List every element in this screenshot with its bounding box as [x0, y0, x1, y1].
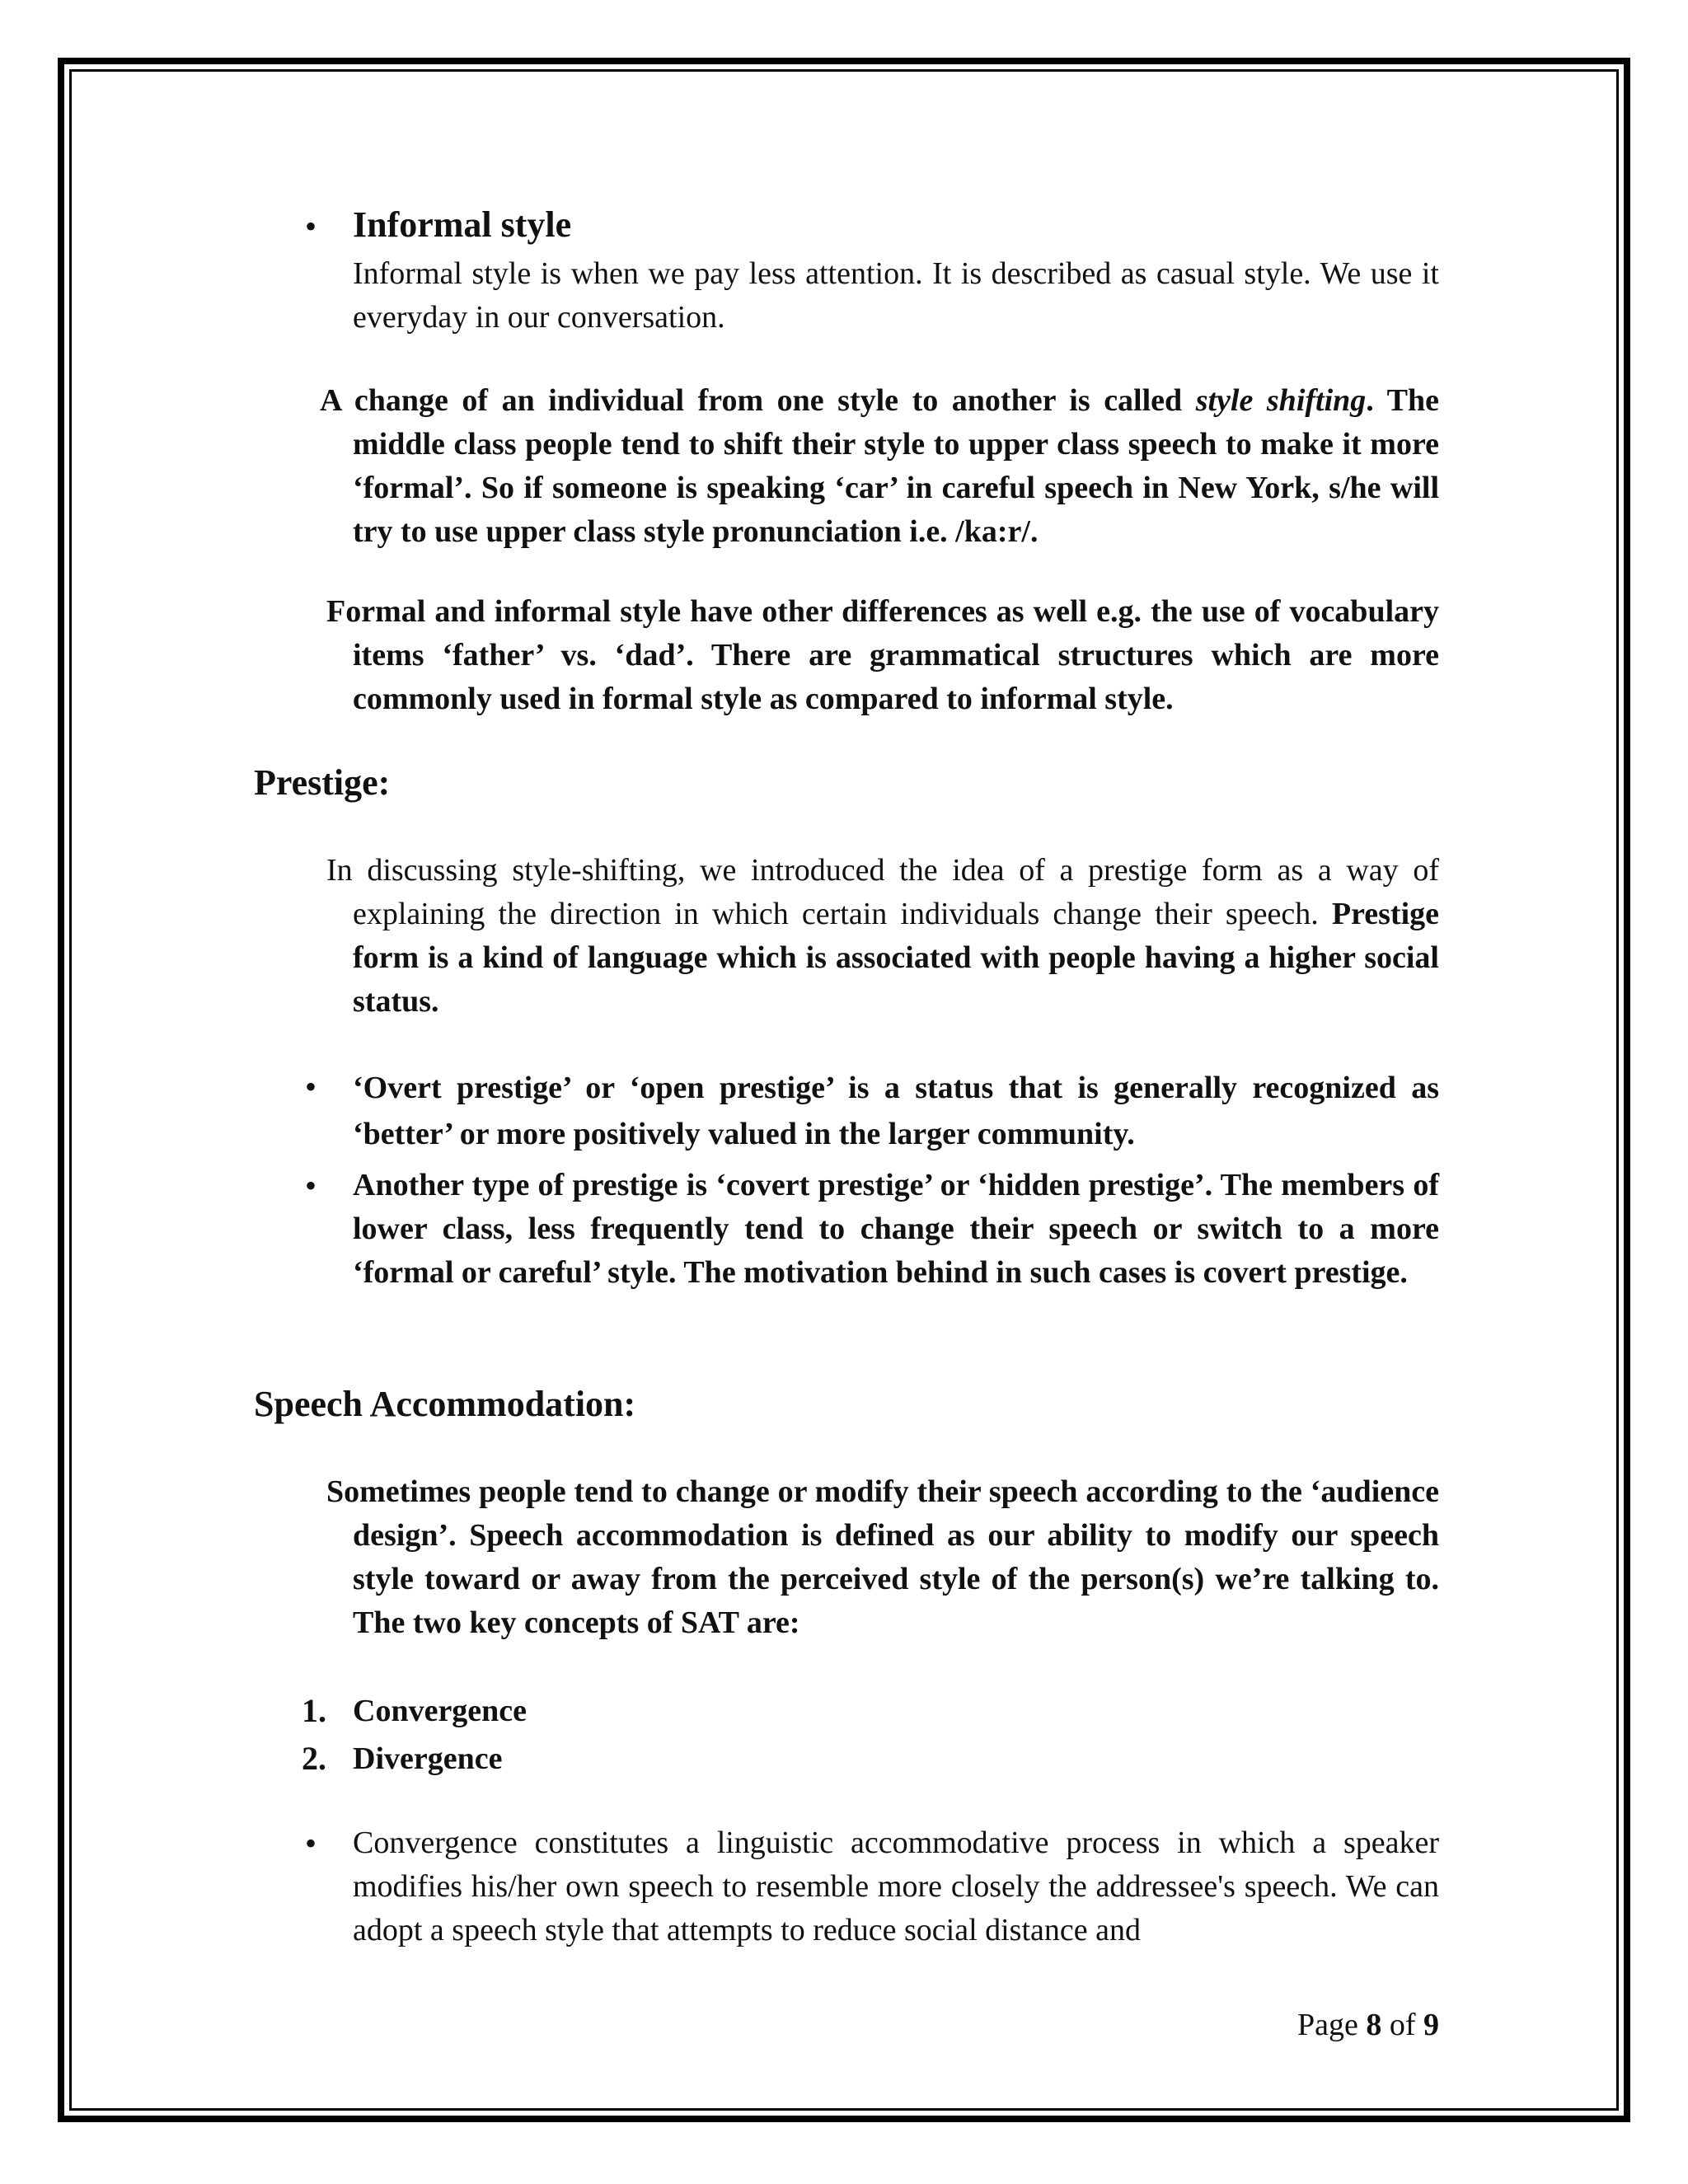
footer-page: 8	[1366, 2008, 1382, 2042]
bullet-marker: •	[305, 1825, 317, 1862]
footer-total: 9	[1423, 2008, 1439, 2042]
style-shifting-term: style shifting	[1195, 383, 1367, 418]
footer-middle: of	[1381, 2008, 1423, 2042]
informal-style-heading: Informal style	[353, 204, 572, 245]
style-shifting-post: . The middle class people tend to shift their style to upper class speech to make it more ‘formal’. So if someone is speaking ‘car’ in careful speech in New York, s/he will try to use upper class style pronunciation i.e. /ka:r/.	[353, 383, 1439, 549]
prestige-heading: Prestige:	[254, 762, 391, 803]
list-item-convergence: Convergence	[353, 1694, 528, 1728]
style-shifting-paragraph	[320, 379, 1439, 554]
bullet-marker: •	[305, 1068, 317, 1105]
list-item-divergence: Divergence	[353, 1741, 503, 1776]
prestige-intro-bold: Prestige form is a kind of language which is associated with people having a higher social status.	[353, 897, 1439, 1019]
page-number-footer	[1154, 2004, 1439, 2046]
list-number: 2.	[302, 1740, 326, 1777]
covert-prestige-item: Another type of prestige is ‘covert prestige’ or ‘hidden prestige’. The members of lower class, less frequently tend to change their speech or switch to a more ‘formal or careful’ style. The motivation behind in such cases is covert prestige.	[353, 1168, 1439, 1290]
formal-informal-paragraph: Formal and informal style have other differences as well e.g. the use of vocabulary items ‘father’ vs. ‘dad’. There are grammatical structures which are more commonly used in formal style as compared to informal style.	[326, 594, 1439, 716]
prestige-intro-paragraph	[326, 849, 1439, 1024]
bullet-marker: •	[305, 1167, 317, 1204]
speech-accommodation-paragraph: Sometimes people tend to change or modify their speech according to the ‘audience design’. Speech accommodation is defined as our ability to modify our speech style toward or away from the perceived style of the person(s) we’re talking to. The two key concepts of SAT are:	[326, 1474, 1439, 1640]
style-shifting-pre: A change of an individual from one style to another is called	[320, 383, 1196, 418]
informal-style-text: Informal style is when we pay less attention. It is described as casual style. We use it everyday in our conversation.	[353, 256, 1439, 335]
bullet-marker: •	[305, 208, 317, 245]
overt-prestige-item: ‘Overt prestige’ or ‘open prestige’ is a status that is generally recognized as ‘better’ or more positively valued in the larger community.	[353, 1071, 1439, 1151]
prestige-intro-normal: In discussing style-shifting, we introduced the idea of a prestige form as a way of explaining the direction in which certain individuals change their speech.	[326, 853, 1439, 931]
footer-prefix: Page	[1296, 2008, 1367, 2042]
convergence-paragraph: Convergence constitutes a linguistic accommodative process in which a speaker modifies his/her own speech to resemble more closely the addressee's speech. We can adopt a speech style that attempts to reduce social distance and	[353, 1825, 1439, 1947]
list-number: 1.	[302, 1692, 326, 1729]
speech-accommodation-heading: Speech Accommodation:	[254, 1384, 636, 1424]
